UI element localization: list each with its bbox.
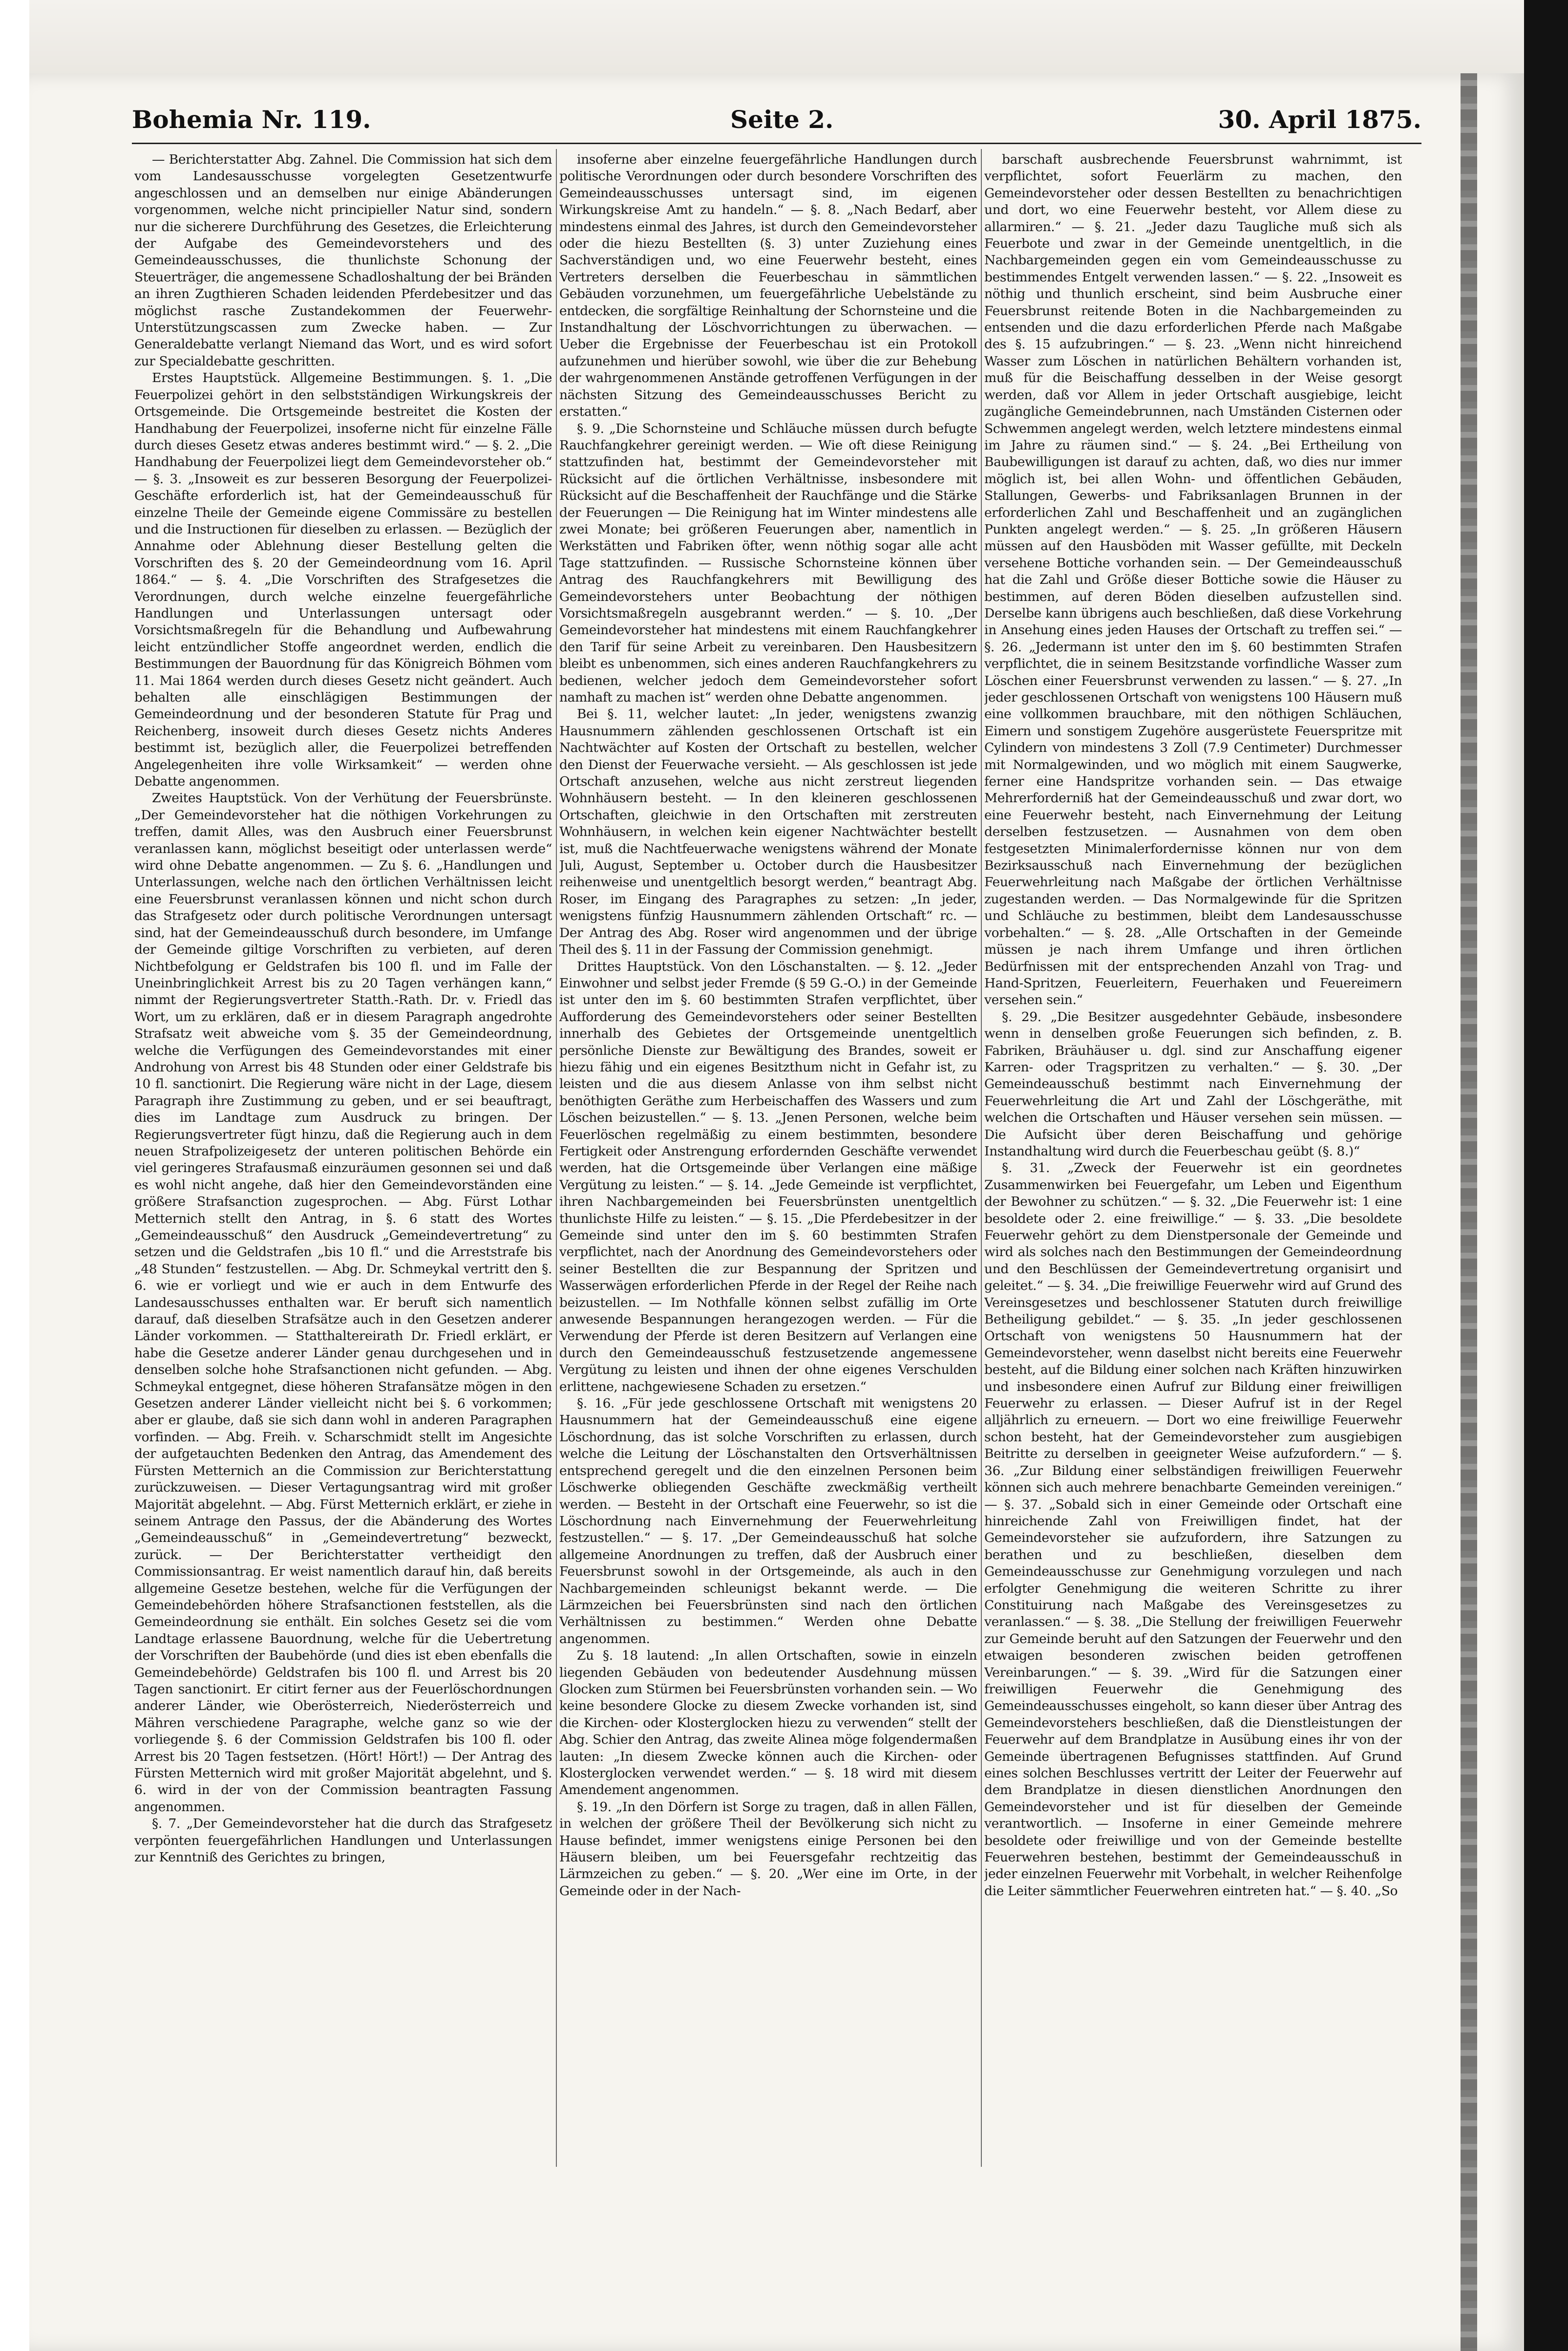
paragraph: Drittes Hauptstück. Von den Löschanstalten. — §. 12. „Jeder Einwohner und selbst jeder Fremde (§ 59 G.-O.) in der Gemeinde ist unter den im §. 60 bestimmten Strafen verpflichtet, über Aufforderung des Gemeindevorstehers oder seiner Bestellten innerhalb des Gebietes der Ortsgemeinde unentgeltlich persönliche Dienste zur Bewältigung des Brandes, soweit er hiezu fähig und ein eigenes Besitzthum nicht in Gefahr ist, zu leisten und die aus diesem Anlasse von ihm selbst nicht benöthigten Geräthe zum Herbeischaffen des Wassers und zum Löschen beizustellen.“ — §. 13. „Jenen Personen, welche beim Feuerlöschen regelmäßig zu einem bestimmten, besondere Fertigkeit oder Anstrengung erfordernden Geschäfte verwendet werden, hat die Ortsgemeinde über Verlangen eine mäßige Vergütung zu leisten.“ — §. 14. „Jede Gemeinde ist verpflichtet, ihren Nachbargemeinden bei Feuersbrünsten unentgeltlich thunlichste Hilfe zu leisten.“ — §. 15. „Die Pferdebesitzer in der Gemeinde sind unter den im §. 60 bestimmten Strafen verpflichtet, nach der Anordnung des Gemeindevorstehers oder seiner Bestellten die zur Bespannung der Spritzen und Wasserwägen erforderlichen Pferde in der Regel der Reihe nach beizustellen. — Im Nothfalle können selbst zufällig im Orte anwesende Bespannungen herangezogen werden. — Für die Verwendung der Pferde ist deren Besitzern auf Verlangen eine durch den Gemeindeausschuß festzusetzende angemessene Vergütung zu leisten und ihnen der ohne eigenes Verschulden erlittene, nachgewiesene Schaden zu ersetzen.“	[559, 959, 977, 1394]
header-rule	[132, 143, 1421, 144]
paragraph: barschaft ausbrechende Feuersbrunst wahrnimmt, ist verpflichtet, sofort Feuerlärm zu machen, den Gemeindevorsteher oder dessen Bestellten zu benachrichtigen und dort, wo eine Feuerwehr besteht, vor Allem diese zu allarmiren.“ — §. 21. „Jeder dazu Taugliche muß sich als Feuerbote und zwar in der Gemeinde unentgeltlich, in die Nachbargemeinden gegen ein vom Gemeindeausschusse zu bestimmendes Entgelt verwenden lassen.“ — §. 22. „Insoweit es nöthig und thunlich erscheint, sind beim Ausbruche einer Feuersbrunst reitende Boten in die Nachbargemeinden zu entsenden und die dazu erforderlichen Pferde nach Maßgabe des §. 15 aufzubringen.“ — §. 23. „Wenn nicht hinreichend Wasser zum Löschen in natürlichen Behältern vorhanden ist, muß für die Beischaffung desselben in der Weise gesorgt werden, daß vor Allem in jeder Ortschaft ausgiebige, leicht zugängliche Gemeindebrunnen, nach Umständen Cisternen oder Schwemmen angelegt werden, welch letztere mindestens einmal im Jahre zu räumen sind.“ — §. 24. „Bei Ertheilung von Baubewilligungen ist darauf zu achten, daß, wo dies nur immer möglich ist, bei allen Wohn- und öffentlichen Gebäuden, Stallungen, Gewerbs- und Fabriksanlagen Brunnen in der erforderlichen Zahl und Beschaffenheit und an zugänglichen Punkten angelegt werden.“ — §. 25. „In größeren Häusern müssen auf den Hausböden mit Wasser gefüllte, mit Deckeln versehene Bottiche vorhanden sein. — Der Gemeindeausschuß hat die Zahl und Größe dieser Bottiche sowie die Häuser zu bestimmen, auf deren Böden dieselben aufzustellen sind. Derselbe kann übrigens auch beschließen, daß diese Vorkehrung in Ansehung eines jeden Hauses der Ortschaft zu treffen sei.“ — §. 26. „Jedermann ist unter den im §. 60 bestimmten Strafen verpflichtet, die in seinem Besitzstande vorfindliche Wasser zum Löschen einer Feuersbrunst verwenden zu lassen.“ — §. 27. „In jeder geschlossenen Ortschaft von wenigstens 100 Häusern muß eine vollkommen brauchbare, mit den nöthigen Schläuchen, Eimern und sonstigem Zugehöre ausgerüstete Feuerspritze mit Cylindern von mindestens 3 Zoll (7.9 Centimeter) Durchmesser mit Normalgewinden, und wo möglich mit einem Saugwerke, ferner eine Handspritze vorhanden sein. — Das etwaige Mehrerforderniß hat der Gemeindeausschuß und zwar dort, wo eine Feuerwehr besteht, nach Einvernehmung der Leitung derselben festzusetzen. — Ausnahmen von dem oben festgesetzten Minimalerfordernisse können nur von dem Bezirksausschuß nach Einvernehmung der bezüglichen Feuerwehrleitung nach Maßgabe der örtlichen Verhältnisse zugestanden werden. — Das Normalgewinde für die Spritzen und Schläuche zu bestimmen, bleibt dem Landesausschusse vorbehalten.“ — §. 28. „Alle Ortschaften in der Gemeinde müssen je nach ihrem Umfange und ihren örtlichen Bedürfnissen mit der entsprechenden Anzahl von Trag- und Hand-Spritzen, Feuerleitern, Feuerhaken und Feuereimern versehen sein.“	[984, 152, 1402, 1008]
paragraph: §. 19. „In den Dörfern ist Sorge zu tragen, daß in allen Fällen, in welchen der größere Theil der Bevölkerung sich nicht zu Hause befindet, immer wenigstens einige Personen bei den Häusern bleiben, um bei Feuersgefahr rechtzeitig das Lärmzeichen zu geben.“ — §. 20. „Wer eine im Orte, in der Gemeinde oder in der Nach-	[559, 1799, 977, 1899]
column-divider	[556, 149, 557, 2167]
paragraph: §. 9. „Die Schornsteine und Schläuche müssen durch befugte Rauchfangkehrer gereinigt werden. — Wie oft diese Reinigung stattzufinden hat, bestimmt der Gemeindevorsteher mit Rücksicht auf die örtlichen Verhältnisse, insbesondere mit Rücksicht auf die Beschaffenheit der Rauchfänge und die Stärke der Feuerungen — Die Reinigung hat im Winter mindestens alle zwei Monate; bei größeren Feuerungen aber, namentlich in Werkstätten und Fabriken öfter, wenn nöthig sogar alle acht Tage stattzufinden. — Russische Schornsteine können über Antrag des Rauchfangkehrers mit Bewilligung des Gemeindevorstehers unter Beobachtung der nöthigen Vorsichtsmaßregeln ausgebrannt werden.“ — §. 10. „Der Gemeindevorsteher hat mindestens mit einem Rauchfangkehrer den Tarif für seine Arbeit zu vereinbaren. Den Hausbesitzern bleibt es unbenommen, sich eines anderen Rauchfangkehrers zu bedienen, welcher jedoch dem Gemeindevorsteher sofort namhaft zu machen ist“ werden ohne Debatte angenommen.	[559, 421, 977, 705]
text-column-1	[134, 151, 552, 2164]
paragraph: Zweites Hauptstück. Von der Verhütung der Feuersbrünste. „Der Gemeindevorsteher hat die nöthigen Vorkehrungen zu treffen, damit Alles, was den Ausbruch einer Feuersbrunst veranlassen kann, möglichst beseitigt oder unterlassen werde“ wird ohne Debatte angenommen. — Zu §. 6. „Handlungen und Unterlassungen, welche nach den örtlichen Verhältnissen leicht eine Feuersbrunst veranlassen können und nicht schon durch das Strafgesetz oder durch politische Verordnungen untersagt sind, hat der Gemeindeausschuß durch besondere, im Umfange der Gemeinde giltige Vorschriften zu verbieten, auf deren Nichtbefolgung er Geldstrafen bis 100 fl. und im Falle der Uneinbringlichkeit Arrest bis zu 20 Tagen verhängen kann,“ nimmt der Regierungsvertreter Statth.-Rath. Dr. v. Friedl das Wort, um zu erklären, daß er in diesem Paragraph angedrohte Strafsatz weit abweiche vom §. 35 der Gemeindeordnung, welche die Verfügungen des Gemeindevorstandes mit einer Androhung von Arrest bis 48 Stunden oder einer Geldstrafe bis 10 fl. sanctionirt. Die Regierung wäre nicht in der Lage, diesem Paragraph ihre Zustimmung zu geben, und er sei beauftragt, dies im Landtage zum Ausdruck zu bringen. Der Regierungsvertreter fügt hinzu, daß die Regierung auch in dem neuen Strafpolizeigesetz der unteren politischen Behörde ein viel geringeres Strafausmaß einzuräumen gesonnen sei und daß es wohl nicht angehe, daß hier den Gemeindevorständen eine größere Strafsanction zugesprochen. — Abg. Fürst Lothar Metternich stellt den Antrag, in §. 6 statt des Wortes „Gemeindeausschuß“ den Ausdruck „Gemeindevertretung“ zu setzen und die Geldstrafen „bis 10 fl.“ und die Arreststrafe bis „48 Stunden“ festzustellen. — Abg. Dr. Schmeykal vertritt den §. 6. wie er vorliegt und wie er auch in dem Entwurfe des Landesausschusses enthalten war. Er beruft sich namentlich darauf, daß dieselben Strafsätze auch in den Gesetzen anderer Länder vorkommen. — Statthaltereirath Dr. Friedl erklärt, er habe die Gesetze anderer Länder genau durchgesehen und in denselben solche hohe Strafsanctionen nicht gefunden. — Abg. Schmeykal entgegnet, diese höheren Strafansätze mögen in den Gesetzen anderer Länder vielleicht nicht bei §. 6 vorkommen; aber er glaube, daß sie sich dann wohl in anderen Paragraphen vorfinden. — Abg. Freih. v. Scharschmidt stellt im Angesichte der aufgetauchten Bedenken den Antrag, das Amendement des Fürsten Metternich an die Commission zur Berichterstattung zurückzuweisen. — Dieser Vertagungsantrag wird mit großer Majorität abgelehnt. — Abg. Fürst Metternich erklärt, er ziehe in seinem Antrage den Passus, der die Abänderung des Wortes „Gemeindeausschuß“ in „Gemeindevertretung“ bezweckt, zurück. — Der Berichterstatter vertheidigt den Commissionsantrag. Er weist namentlich darauf hin, daß bereits allgemeine Gesetze bestehen, welche für die Verfügungen der Gemeindebehörden höhere Strafsanctionen feststellen, als die Gemeindeordnung sie enthält. Ein solches Gesetz sei die vom Landtage erlassene Bauordnung, welche für die Uebertretung der Vorschriften der Baubehörde (und dies ist eben ebenfalls die Gemeindebehörde) Geldstrafen bis 100 fl. und Arrest bis 20 Tagen sanctionirt. Er citirt ferner aus der Feuerlöschordnungen anderer Länder, wie Oberösterreich, Niederösterreich und Mähren verschiedene Paragraphe, welche ganz so wie der vorliegende §. 6 der Commission Geldstrafen bis 100 fl. oder Arrest bis 20 Tagen festsetzen. (Hört! Hört!) — Der Antrag des Fürsten Metternich wird mit großer Majorität abgelehnt, und §. 6. wird in der von der Commission beantragten Fassung angenommen.	[134, 791, 552, 1815]
paragraph: — Berichterstatter Abg. Zahnel. Die Commission hat sich dem vom Landesausschusse vorgelegten Gesetzentwurfe angeschlossen und an demselben nur einige Abänderungen vorgenommen, welche nicht principieller Natur sind, sondern nur die sicherere Durchführung des Gesetzes, die Erleichterung der Aufgabe des Gemeindevorstehers und des Gemeindeausschusses, die thunlichste Schonung der Steuerträger, die angemessene Schadloshaltung der bei Bränden an ihren Zugthieren Schaden leidenden Pferdebesitzer und das möglichst rasche Zustandekommen der Feuerwehr-Unterstützungscassen zum Zwecke haben. — Zur Generaldebatte verlangt Niemand das Wort, und es wird sofort zur Specialdebatte geschritten.	[134, 152, 552, 369]
scan-border	[0, 0, 1568, 83]
paragraph: §. 7. „Der Gemeindevorsteher hat die durch das Strafgesetz verpönten feuergefährlichen Handlungen und Unterlassungen zur Kenntniß des Gerichtes zu bringen,	[134, 1816, 552, 1865]
paragraph: insoferne aber einzelne feuergefährliche Handlungen durch politische Verordnungen oder durch besondere Vorschriften des Gemeindeausschusses untersagt sind, im eigenen Wirkungskreise Amt zu handeln.“ — §. 8. „Nach Bedarf, aber mindestens einmal des Jahres, ist durch den Gemeindevorsteher oder die hiezu Bestellten (§. 3) unter Zuziehung eines Sachverständigen und, wo eine Feuerwehr besteht, eines Vertreters derselben die Feuerbeschau in sämmtlichen Gebäuden vorzunehmen, um feuergefährliche Uebelstände zu entdecken, die sorgfältige Reinhaltung der Schornsteine und die Instandhaltung der Löschvorrichtungen zu überwachen. — Ueber die Ergebnisse der Feuerbeschau ist ein Protokoll aufzunehmen und hierüber sowohl, wie über die zur Behebung der wahrgenommenen Anstände getroffenen Verfügungen in der nächsten Sitzung des Gemeindeausschusses Bericht zu erstatten.“	[559, 152, 977, 420]
paragraph: Erstes Hauptstück. Allgemeine Bestimmungen. §. 1. „Die Feuerpolizei gehört in den selbstständigen Wirkungskreis der Ortsgemeinde. Die Ortsgemeinde bestreitet die Kosten der Handhabung der Feuerpolizei, insoferne nicht für einzelne Fälle durch dieses Gesetz etwas anderes bestimmt wird.“ — §. 2. „Die Handhabung der Feuerpolizei liegt dem Gemeindevorsteher ob.“ — §. 3. „Insoweit es zur besseren Besorgung der Feuerpolizei-Geschäfte erforderlich ist, hat der Gemeindeausschuß für einzelne Theile der Gemeinde eigene Commissäre zu bestellen und die Instructionen für dieselben zu erlassen. — Bezüglich der Annahme oder Ablehnung dieser Bestellung gelten die Vorschriften des §. 20 der Gemeindeordnung vom 16. April 1864.“ — §. 4. „Die Vorschriften des Strafgesetzes die Verordnungen, durch welche einzelne feuergefährliche Handlungen und Unterlassungen untersagt oder Vorsichtsmaßregeln für die Behandlung und Aufbewahrung leicht entzündlicher Stoffe angeordnet werden, endlich die Bestimmungen der Bauordnung für das Königreich Böhmen vom 11. Mai 1864 werden durch dieses Gesetz nicht geändert. Auch behalten alle einschlägigen Bestimmungen der Gemeindeordnung und der besonderen Statute für Prag und Reichenberg, insoweit durch dieses Gesetz nichts Anderes bestimmt ist, bezüglich aller, die Feuerpolizei betreffenden Angelegenheiten ihre volle Wirksamkeit“ — werden ohne Debatte angenommen.	[134, 370, 552, 790]
page-edge-shadow	[1461, 73, 1477, 2351]
paragraph: §. 31. „Zweck der Feuerwehr ist ein geordnetes Zusammenwirken bei Feuergefahr, um Leben und Eigenthum der Bewohner zu schützen.“ — §. 32. „Die Feuerwehr ist: 1 eine besoldete oder 2. eine freiwillige.“ — §. 33. „Die besoldete Feuerwehr gehört zu dem Dienstpersonale der Gemeinde und wird als solches nach den Bestimmungen der Gemeindeordnung und den Beschlüssen der Gemeindevertretung organisirt und geleitet.“ — §. 34. „Die freiwillige Feuerwehr wird auf Grund des Vereinsgesetzes und beschlossener Statuten durch freiwillige Betheiligung gebildet.“ — §. 35. „In jeder geschlossenen Ortschaft von wenigstens 50 Hausnummern hat der Gemeindevorsteher, wenn daselbst nicht bereits eine Feuerwehr besteht, auf die Bildung einer solchen nach Kräften hinzuwirken und insbesondere einen Aufruf zur Bildung einer freiwilligen Feuerwehr zu erlassen. — Dieser Aufruf ist in der Regel alljährlich zu erneuern. — Dort wo eine freiwillige Feuerwehr schon besteht, hat der Gemeindevorsteher zum ausgiebigen Beitritte zu derselben in geeigneter Weise aufzufordern.“ — §. 36. „Zur Bildung einer selbständigen freiwilligen Feuerwehr können sich auch mehrere benachbarte Gemeinden vereinigen.“ — §. 37. „Sobald sich in einer Gemeinde oder Ortschaft eine hinreichende Zahl von Freiwilligen findet, hat der Gemeindevorsteher sie aufzufordern, ihre Satzungen zu berathen und zu beschließen, dieselben dem Gemeindeausschusse zur Genehmigung vorzulegen und nach erfolgter Genehmigung die weiteren Schritte zu ihrer Constituirung nach Maßgabe des Vereinsgesetzes zu veranlassen.“ — §. 38. „Die Stellung der freiwilligen Feuerwehr zur Gemeinde beruht auf den Satzungen der Feuerwehr und den etwaigen besonderen zwischen beiden getroffenen Vereinbarungen.“ — §. 39. „Wird für die Satzungen einer freiwilligen Feuerwehr die Genehmigung des Gemeindeausschusses eingeholt, so kann dieser über Antrag des Gemeindevorstehers beschließen, daß die Dienstleistungen der Feuerwehr auf dem Brandplatze in Ausübung eines ihr von der Gemeinde übertragenen Befugnisses stattfinden. Auf Grund eines solchen Beschlusses vertritt der Leiter der Feuerwehr auf dem Brandplatze in diesen dienstlichen Anordnungen den Gemeindevorsteher und ist für dieselben der Gemeinde verantwortlich. — Insoferne in einer Gemeinde mehrere besoldete oder freiwillige und von der Gemeinde bestellte Feuerwehren bestehen, bestimmt der Gemeindeausschuß in jeder einzelnen Feuerwehr mit Vorbehalt, in welcher Reihenfolge die Leiter sämmtlicher Feuerwehren eintreten hat.“ — §. 40. „So	[984, 1160, 1402, 1899]
issue-date: 30. April 1875.	[1218, 105, 1421, 134]
page-number: Seite 2.	[730, 105, 834, 134]
paragraph: Bei §. 11, welcher lautet: „In jeder, wenigstens zwanzig Hausnummern zählenden geschlossenen Ortschaft ist ein Nachtwächter auf Kosten der Ortschaft zu bestellen, welcher den Dienst der Feuerwache versieht. — Als geschlossen ist jede Ortschaft anzusehen, welche aus nicht zerstreut liegenden Wohnhäusern besteht. — In den kleineren geschlossenen Ortschaften, gleichwie in den Ortschaften mit zerstreuten Wohnhäusern, in welchen kein eigener Nachtwächter bestellt ist, muß die Nachtfeuerwache wenigstens während der Monate Juli, August, September u. October durch die Hausbesitzer reihenweise und unentgeltlich besorgt werden,“ beantragt Abg. Roser, im Eingang des Paragraphes zu setzen: „In jeder, wenigstens fünfzig Hausnummern zählenden Ortschaft“ rc. — Der Antrag des Abg. Roser wird angenommen und der übrige Theil des §. 11 in der Fassung der Commission genehmigt.	[559, 706, 977, 958]
paragraph: §. 16. „Für jede geschlossene Ortschaft mit wenigstens 20 Hausnummern hat der Gemeindeausschuß eine eigene Löschordnung, das ist solche Vorschriften zu erlassen, durch welche die Leitung der Löschanstalten den Ortsverhältnissen entsprechend geregelt und die den einzelnen Personen beim Löschwerke obliegenden Geschäfte zweckmäßig vertheilt werden. — Besteht in der Ortschaft eine Feuerwehr, so ist die Löschordnung nach Einvernehmung der Feuerwehrleitung festzustellen.“ — §. 17. „Der Gemeindeausschuß hat solche allgemeine Anordnungen zu treffen, daß der Ausbruch einer Feuersbrunst sowohl in der Ortsgemeinde, als auch in den Nachbargemeinden schleunigst bekannt werde. — Die Lärmzeichen bei Feuersbrünsten sind nach den örtlichen Verhältnissen zu bestimmen.“ Werden ohne Debatte angenommen.	[559, 1396, 977, 1646]
paragraph: §. 29. „Die Besitzer ausgedehnter Gebäude, insbesondere wenn in denselben große Feuerungen sich befinden, z. B. Fabriken, Bräuhäuser u. dgl. sind zur Anschaffung eigener Karren- oder Tragspritzen zu verhalten.“ — §. 30. „Der Gemeindeausschuß bestimmt nach Einvernehmung der Feuerwehrleitung die Art und Zahl der Löschgeräthe, mit welchen die Ortschaften und Häuser versehen sein müssen. — Die Aufsicht über deren Beischaffung und gehörige Instandhaltung wird durch die Feuerbeschau geübt (§. 8.)“	[984, 1009, 1402, 1159]
text-column-2	[559, 151, 977, 2164]
newspaper-issue: Bohemia Nr. 119.	[132, 105, 371, 134]
scan-background	[1524, 0, 1568, 2351]
column-divider	[981, 149, 982, 2167]
scan-margin	[0, 0, 29, 2351]
paragraph: Zu §. 18 lautend: „In allen Ortschaften, sowie in einzeln liegenden Gebäuden von bedeutender Ausdehnung müssen Glocken zum Stürmen bei Feuersbrünsten vorhanden sein. — Wo keine besondere Glocke zu diesem Zwecke vorhanden ist, sind die Kirchen- oder Klosterglocken hiezu zu verwenden“ stellt der Abg. Schier den Antrag, das zweite Alinea möge folgendermaßen lauten: „In diesem Zwecke können auch die Kirchen- oder Klosterglocken verwendet werden.“ — §. 18 wird mit diesem Amendement angenommen.	[559, 1648, 977, 1798]
text-column-3	[984, 151, 1402, 2164]
